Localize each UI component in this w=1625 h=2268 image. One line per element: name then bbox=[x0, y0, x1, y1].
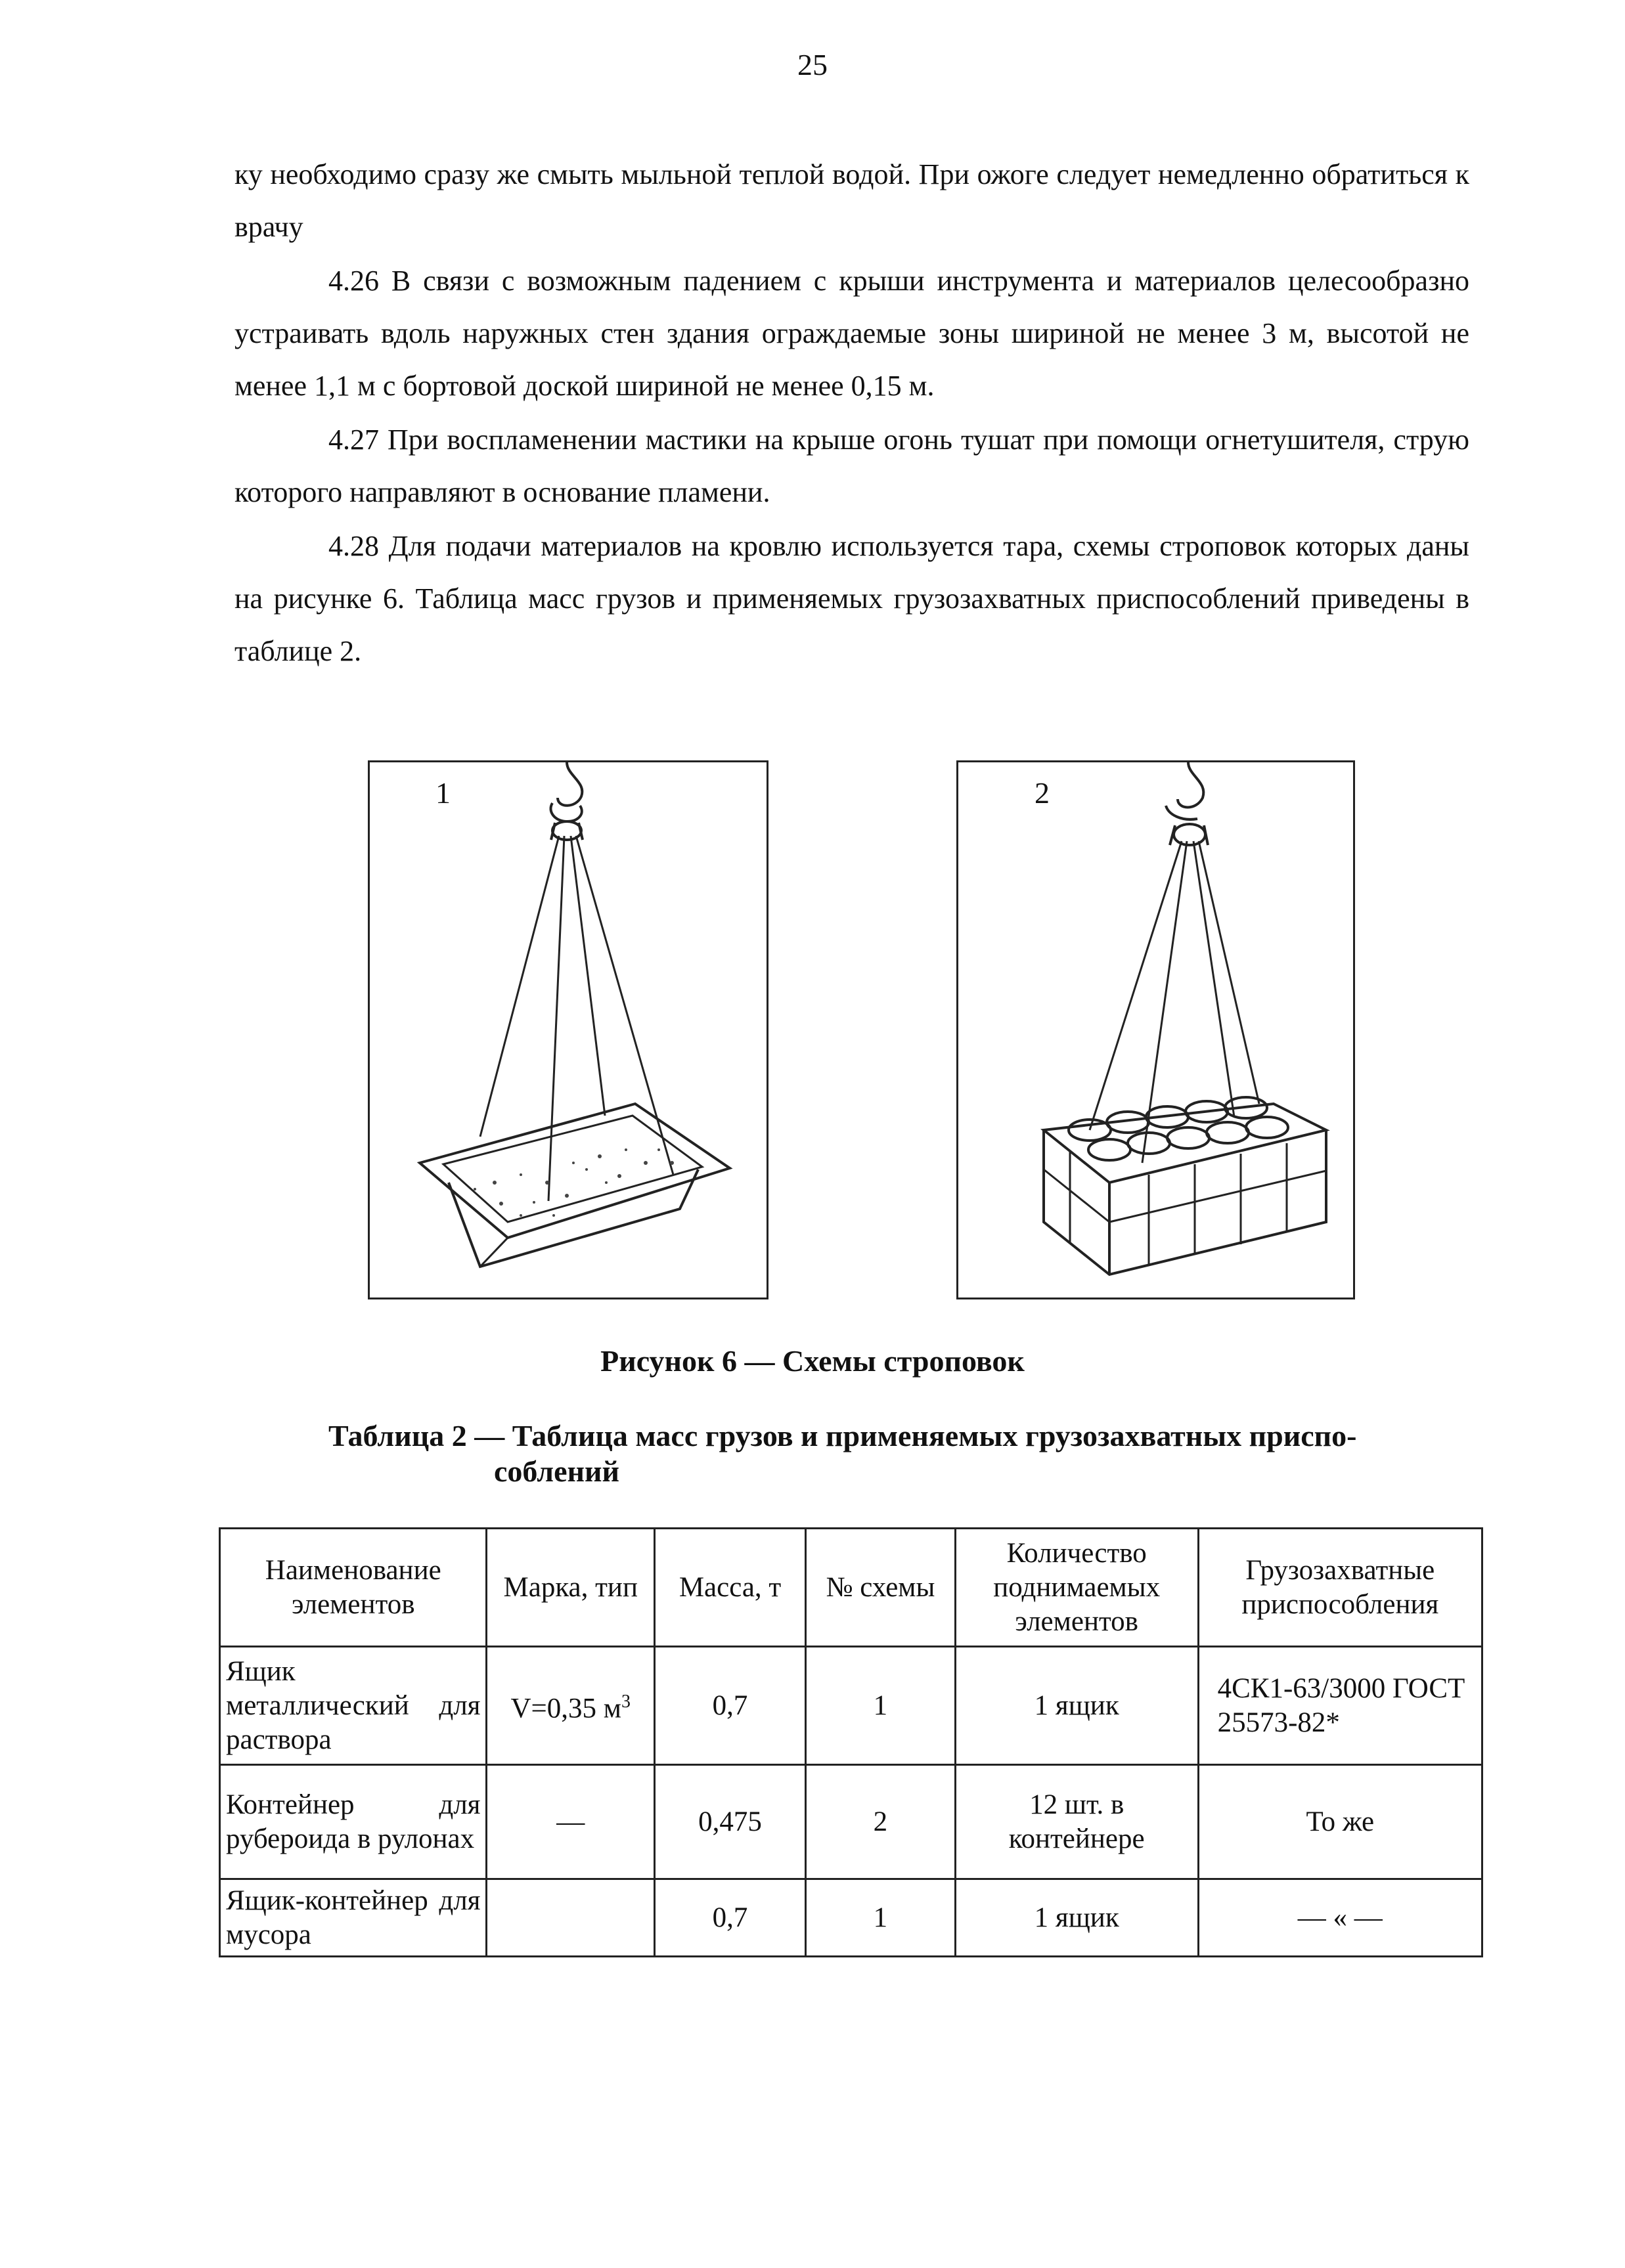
paragraph-continuation: ку необходимо сразу же смыть мыльной теплой водой. При ожоге следует немедленно обратиться к врачу bbox=[234, 158, 1469, 243]
cell-scheme: 2 bbox=[806, 1765, 956, 1879]
table-title-line-2: соблений bbox=[494, 1454, 620, 1488]
header-mass: Масса, т bbox=[655, 1529, 806, 1647]
page-number: 25 bbox=[797, 48, 828, 81]
cell-qty: 1 ящик bbox=[955, 1647, 1198, 1765]
header-name: Наименование элементов bbox=[220, 1529, 487, 1647]
header-mark: Марка, тип bbox=[487, 1529, 655, 1647]
cell-mark bbox=[487, 1879, 655, 1957]
cell-mark: — bbox=[487, 1765, 655, 1879]
figure-panel-2-label: 2 bbox=[1035, 776, 1050, 810]
loads-table bbox=[219, 1527, 1483, 1957]
figure-caption: Рисунок 6 — Схемы строповок bbox=[600, 1344, 1025, 1378]
cell-mark bbox=[487, 1647, 655, 1765]
cell-mark-value: V=0,35 м bbox=[510, 1693, 621, 1724]
header-scheme: № схемы bbox=[806, 1529, 956, 1647]
cell-mass: 0,475 bbox=[655, 1765, 806, 1879]
cell-name: Ящик-контейнер для мусора bbox=[220, 1879, 487, 1957]
cell-mass: 0,7 bbox=[655, 1647, 806, 1765]
cell-device: — « — bbox=[1198, 1879, 1482, 1957]
figure-panel-1 bbox=[368, 760, 768, 1299]
cell-qty: 1 ящик bbox=[955, 1879, 1198, 1957]
table-row bbox=[220, 1879, 1482, 1957]
cell-device: То же bbox=[1198, 1765, 1482, 1879]
cell-scheme: 1 bbox=[806, 1879, 956, 1957]
cell-name: Контейнер для рубероида в рулонах bbox=[220, 1765, 487, 1879]
header-device: Грузозахватные приспособления bbox=[1198, 1529, 1482, 1647]
cell-mass: 0,7 bbox=[655, 1879, 806, 1957]
figure-panel-2 bbox=[956, 760, 1355, 1299]
cell-device: 4СК1-63/3000 ГОСТ 25573-82* bbox=[1198, 1647, 1482, 1765]
roll-container-slinging-drawing-icon bbox=[958, 762, 1353, 1298]
table-row bbox=[220, 1765, 1482, 1879]
cell-mark-sup: 3 bbox=[621, 1691, 631, 1712]
metal-box-slinging-drawing-icon bbox=[370, 762, 767, 1298]
paragraph-4-26: 4.26 В связи с возможным падением с крыши инструмента и материалов целесообразно устраивать вдоль наружных стен здания ограждаемые зоны шириной не менее 3 м, высотой не менее 1,1 м с бортовой доской шириной не менее 0,15 м. bbox=[234, 265, 1469, 402]
figure-panel-1-label: 1 bbox=[435, 776, 451, 810]
paragraph-4-27: 4.27 При воспламенении мастики на крыше огонь тушат при помощи огнетушителя, струю которого направляют в основание пламени. bbox=[234, 424, 1469, 508]
paragraph-4-28: 4.28 Для подачи материалов на кровлю используется тара, схемы строповок которых даны на рисунке 6. Таблица масс грузов и применяемых грузозахватных приспособлений приведены в таблице 2. bbox=[234, 530, 1469, 667]
cell-qty: 12 шт. в контейнере bbox=[955, 1765, 1198, 1879]
table-title-line-1: Таблица 2 — Таблица масс грузов и применяемых грузозахватных приспо- bbox=[328, 1419, 1357, 1452]
header-qty: Количество поднимаемых элементов bbox=[955, 1529, 1198, 1647]
cell-name: Ящик металлический для раствора bbox=[220, 1647, 487, 1765]
table-row bbox=[220, 1647, 1482, 1765]
cell-scheme: 1 bbox=[806, 1647, 956, 1765]
table-header-row bbox=[220, 1529, 1482, 1647]
table-title bbox=[328, 1418, 1471, 1489]
